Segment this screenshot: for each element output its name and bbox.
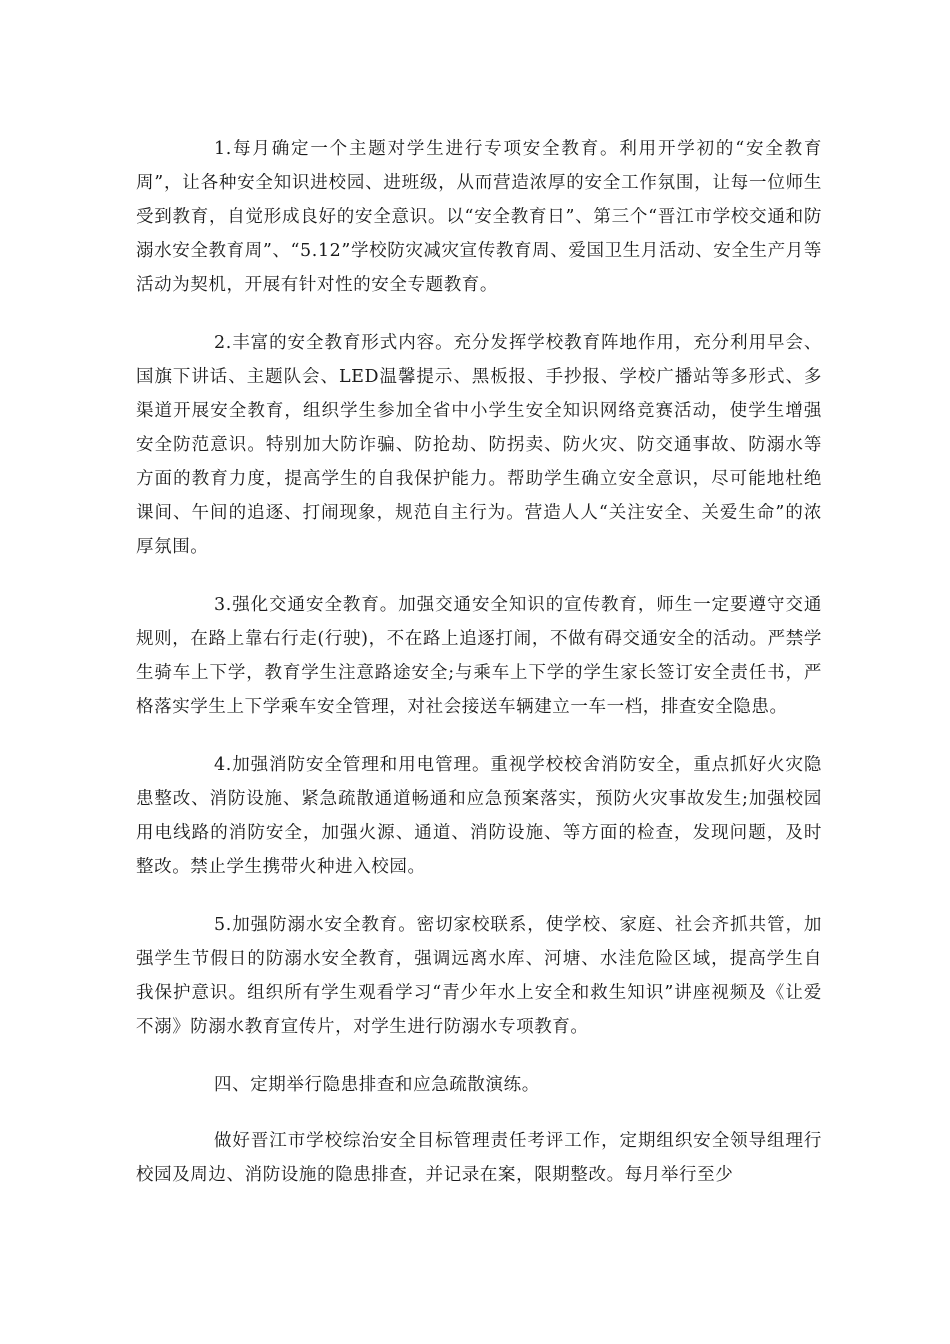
paragraph-4: 4.加强消防安全管理和用电管理。重视学校校舍消防安全，重点抓好火灾隐患整改、消防设施、紧急疏散通道畅通和应急预案落实，预防火灾事故发生;加强校园用电线路的消防安全，加强火源、通道、消防设施、等方面的检查，发现问题，及时整改。禁止学生携带火种进入校园。 <box>136 755 822 877</box>
paragraph-5: 5.加强防溺水安全教育。密切家校联系，使学校、家庭、社会齐抓共管，加强学生节假日的防溺水安全教育，强调远离水库、河塘、水洼危险区域，提高学生自我保护意识。组织所有学生观看学习“青少年水上安全和救生知识”讲座视频及《让爱不溺》防溺水教育宣传片，对学生进行防溺水专项教育。 <box>136 915 822 1037</box>
paragraph-3: 3.强化交通安全教育。加强交通安全知识的宣传教育，师生一定要遵守交通规则，在路上靠右行走(行驶)，不在路上追逐打闹，不做有碍交通安全的活动。严禁学生骑车上下学，教育学生注意路途安全;与乘车上下学的学生家长签订安全责任书，严格落实学生上下学乘车安全管理，对社会接送车辆建立一车一档，排查安全隐患。 <box>136 595 822 717</box>
paragraph-1: 1.每月确定一个主题对学生进行专项安全教育。利用开学初的“安全教育周”，让各种安全知识进校园、进班级，从而营造浓厚的安全工作氛围，让每一位师生受到教育，自觉形成良好的安全意识。以“安全教育日”、第三个“晋江市学校交通和防溺水安全教育周”、“5.12”学校防灾减灾宣传教育周、爱国卫生月活动、安全生产月等活动为契机，开展有针对性的安全专题教育。 <box>136 139 822 295</box>
paragraph-6: 做好晋江市学校综治安全目标管理责任考评工作，定期组织安全领导组理行校园及周边、消防设施的隐患排查，并记录在案，限期整改。每月举行至少 <box>136 1131 822 1185</box>
document-body <box>136 132 822 1216</box>
paragraph-2: 2.丰富的安全教育形式内容。充分发挥学校教育阵地作用，充分利用早会、国旗下讲话、主题队会、LED温馨提示、黑板报、手抄报、学校广播站等多形式、多渠道开展安全教育，组织学生参加全省中小学生安全知识网络竞赛活动，使学生增强安全防范意识。特别加大防诈骗、防抢劫、防拐卖、防火灾、防交通事故、防溺水等方面的教育力度，提高学生的自我保护能力。帮助学生确立安全意识，尽可能地杜绝课间、午间的追逐、打闹现象，规范自主行为。营造人人“关注安全、关爱生命”的浓厚氛围。 <box>136 333 822 557</box>
section-heading: 四、定期举行隐患排查和应急疏散演练。 <box>214 1075 540 1095</box>
